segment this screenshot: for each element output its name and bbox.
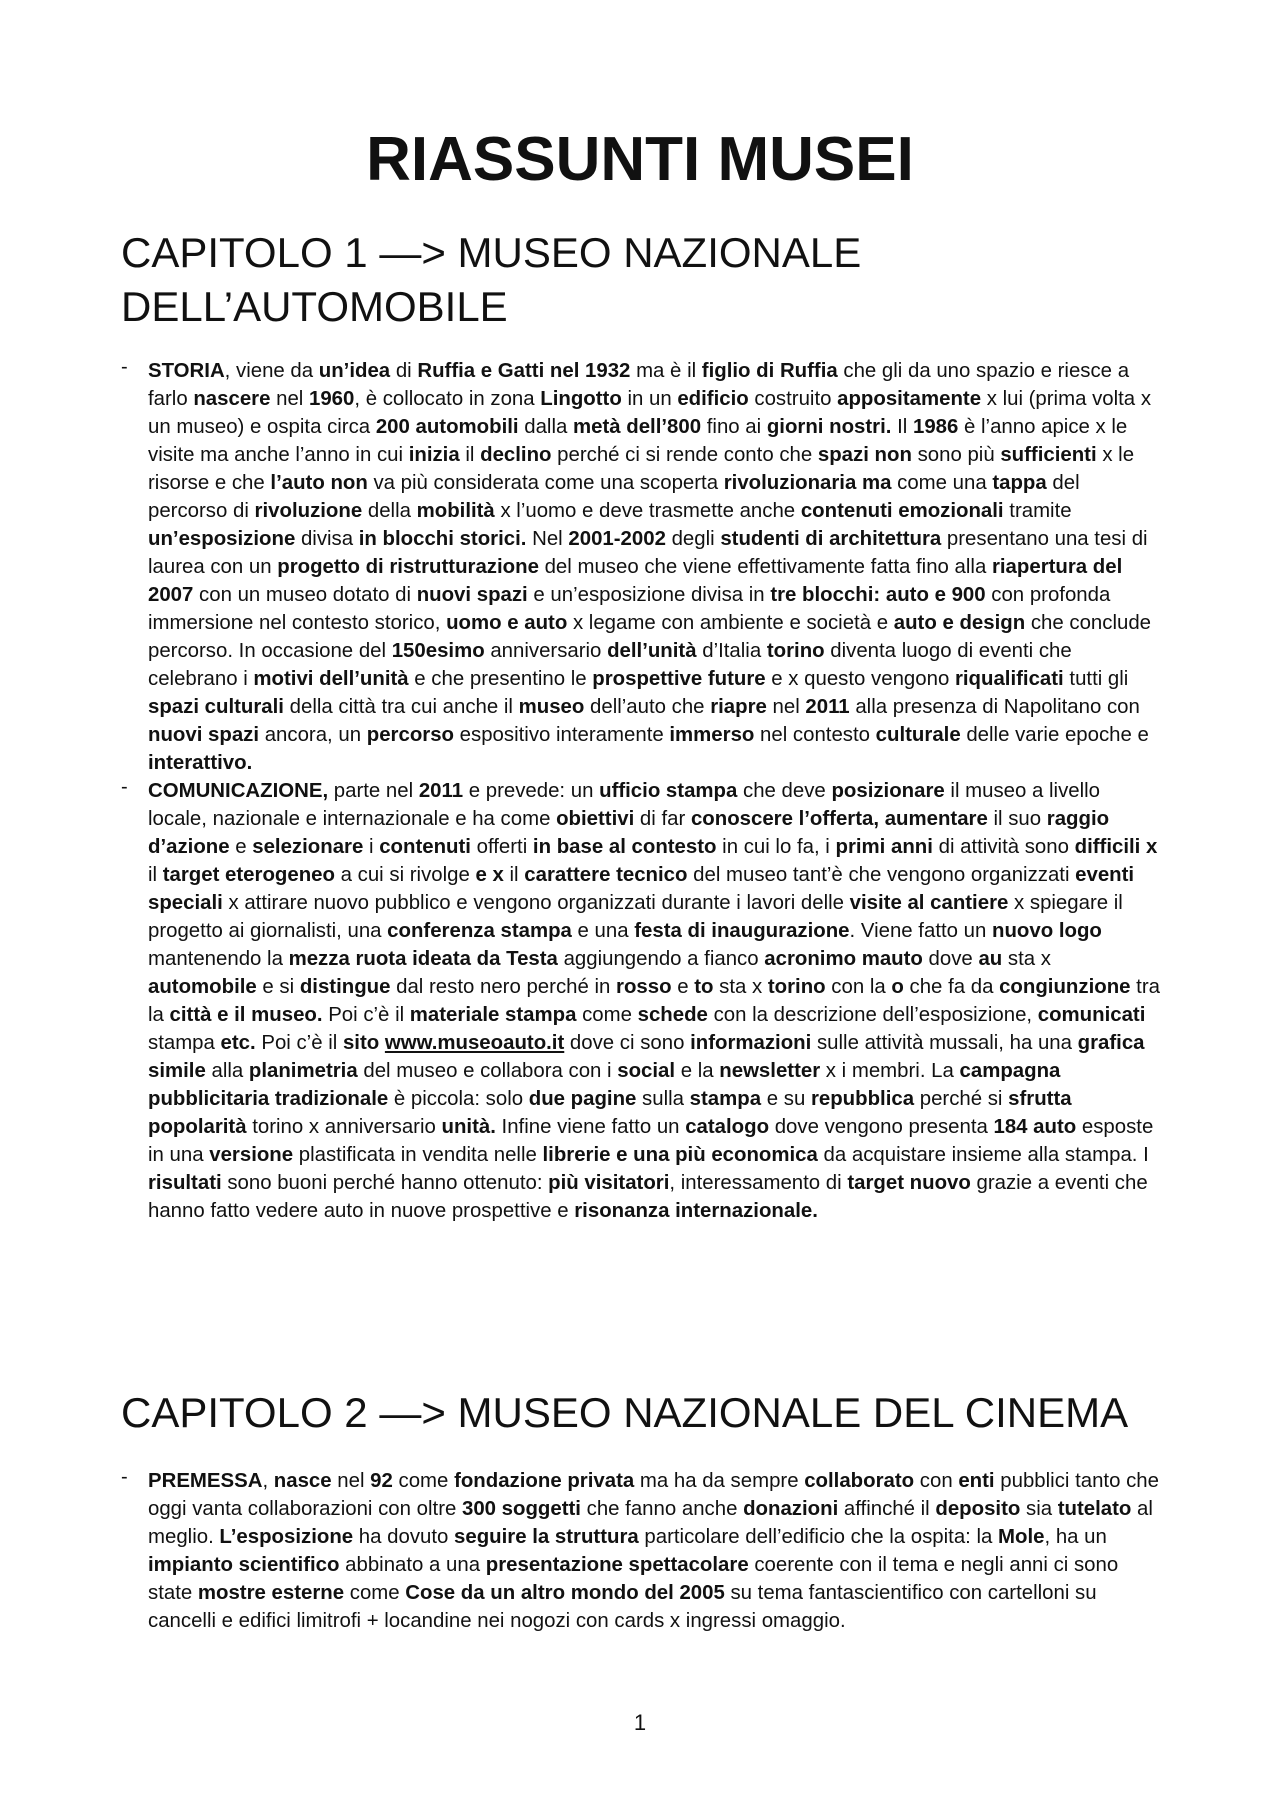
body-text: costruito bbox=[748, 388, 838, 410]
bold-text: immerso bbox=[669, 724, 755, 746]
bold-text: STORIA bbox=[148, 360, 225, 382]
body-text: espositivo interamente bbox=[454, 724, 670, 746]
bold-text: deposito bbox=[935, 1498, 1021, 1520]
body-text: e si bbox=[256, 976, 300, 998]
body-text: che fanno anche bbox=[580, 1498, 744, 1520]
body-text: , ha un bbox=[1044, 1526, 1107, 1548]
body-text: che gli da uno spazio e riesce a farlo bbox=[148, 360, 1130, 410]
bold-text: nascere bbox=[193, 388, 271, 410]
body-text: parte nel bbox=[328, 780, 419, 802]
body-text: da acquistare insieme alla stampa. I bbox=[817, 1144, 1149, 1166]
body-text: il museo a livello locale, nazionale e internazionale e ha come bbox=[148, 780, 1101, 830]
page-number: 1 bbox=[633, 1710, 647, 1735]
body-text: va più considerata come una scoperta bbox=[367, 472, 724, 494]
body-text: x legame con ambiente e società e bbox=[567, 612, 894, 634]
bold-text: 2011 bbox=[418, 780, 464, 802]
body-text: in un bbox=[621, 388, 678, 410]
body-text: ancora, un bbox=[259, 724, 367, 746]
body-text: tramite bbox=[1003, 500, 1072, 522]
bold-text: 150esimo bbox=[391, 640, 485, 662]
bold-text: newsletter bbox=[719, 1060, 821, 1082]
bold-text: librerie e una più economica bbox=[542, 1144, 818, 1166]
body-text: tra la bbox=[148, 976, 1160, 1026]
body-text: particolare dell’edificio che la ospita: la bbox=[638, 1526, 999, 1548]
body-text: come bbox=[392, 1470, 455, 1492]
bold-text: nuovi spazi bbox=[416, 584, 528, 606]
body-text: come bbox=[576, 1004, 638, 1026]
bold-text: L’esposizione bbox=[219, 1526, 354, 1548]
chapter-1-heading-line1: CAPITOLO 1 —> MUSEO NAZIONALE bbox=[121, 229, 862, 276]
body-text: con un museo dotato di bbox=[193, 584, 417, 606]
bold-text: giorni nostri. bbox=[766, 416, 892, 438]
body-text: delle varie epoche e bbox=[960, 724, 1149, 746]
bold-text: torino bbox=[767, 976, 826, 998]
body-text: x spiegare il progetto ai giornalisti, una bbox=[148, 892, 1123, 942]
bold-text: tappa bbox=[992, 472, 1047, 494]
bold-text: risultati bbox=[148, 1172, 222, 1194]
bold-text: catalogo bbox=[685, 1116, 770, 1138]
chapter-1-heading-line2: DELL’AUTOMOBILE bbox=[121, 283, 508, 330]
bold-text: seguire la struttura bbox=[454, 1526, 639, 1548]
body-text: Infine viene fatto un bbox=[495, 1116, 686, 1138]
body-text: a cui si rivolge bbox=[334, 864, 476, 886]
body-text: grazie a eventi che hanno fatto vedere auto in nuove prospettive e bbox=[148, 1172, 1148, 1222]
body-text: che fa da bbox=[903, 976, 1000, 998]
body-text: nel bbox=[766, 696, 806, 718]
body-text: e prevede: un bbox=[463, 780, 600, 802]
bold-text: obiettivi bbox=[556, 808, 635, 830]
bold-text: mezza ruota ideata da Testa bbox=[288, 948, 558, 970]
body-text: sulla bbox=[636, 1088, 690, 1110]
body-text: e una bbox=[571, 920, 635, 942]
bold-text: festa di inaugurazione bbox=[634, 920, 850, 942]
bold-text: grafica simile bbox=[148, 1032, 1145, 1082]
bold-text: materiale stampa bbox=[409, 1004, 577, 1026]
body-text: perché si bbox=[914, 1088, 1009, 1110]
bold-text: riapertura del 2007 bbox=[148, 556, 1123, 606]
body-text: offerti bbox=[470, 836, 533, 858]
chapter-1-heading bbox=[121, 226, 1161, 334]
body-text: e che presentino le bbox=[408, 668, 593, 690]
bold-text: più visitatori bbox=[548, 1172, 670, 1194]
body-text: di bbox=[390, 360, 418, 382]
bold-text: raggio d’azione bbox=[148, 808, 1110, 858]
bold-text: in blocchi storici. bbox=[358, 528, 527, 550]
bold-text: acronimo mauto bbox=[764, 948, 923, 970]
body-text: è piccola: solo bbox=[388, 1088, 529, 1110]
body-text: plastificata in vendita nelle bbox=[293, 1144, 543, 1166]
body-text: e bbox=[229, 836, 253, 858]
bold-text: congiunzione bbox=[999, 976, 1131, 998]
body-text: tutti gli bbox=[1063, 668, 1129, 690]
body-text: dove ci sono bbox=[564, 1032, 691, 1054]
bold-text: declino bbox=[480, 444, 552, 466]
bold-text: campagna pubblicitaria tradizionale bbox=[148, 1060, 1061, 1110]
bold-text: museo bbox=[518, 696, 585, 718]
body-text: della città tra cui anche il bbox=[283, 696, 519, 718]
bold-text: 200 automobili bbox=[375, 416, 519, 438]
bold-text: informazioni bbox=[690, 1032, 812, 1054]
body-text: aggiungendo a fianco bbox=[557, 948, 765, 970]
bold-text: rivoluzionaria ma bbox=[723, 472, 892, 494]
body-text: dal resto nero perché in bbox=[390, 976, 617, 998]
bold-text: figlio di Ruffia bbox=[701, 360, 838, 382]
body-text: diventa luogo di eventi che celebrano i bbox=[148, 640, 1072, 690]
bold-text: 92 bbox=[370, 1470, 393, 1492]
bold-text: 300 soggetti bbox=[461, 1498, 581, 1520]
bold-text: target nuovo bbox=[847, 1172, 971, 1194]
bold-text: contenuti bbox=[379, 836, 471, 858]
body-text: pubblici tanto che oggi vanta collaborazioni con oltre bbox=[148, 1470, 1159, 1520]
body-text: Poi c’è il bbox=[255, 1032, 343, 1054]
body-text: mantenendo la bbox=[148, 948, 289, 970]
body-text: presentano una tesi di laurea con un bbox=[148, 528, 1148, 578]
body-text: i bbox=[363, 836, 380, 858]
bold-text: in base al contesto bbox=[532, 836, 717, 858]
bold-text: etc. bbox=[220, 1032, 256, 1054]
body-text: x l’uomo e deve trasmette anche bbox=[494, 500, 801, 522]
body-text: x le risorse e che bbox=[148, 444, 1135, 494]
body-text: , è collocato in zona bbox=[354, 388, 541, 410]
body-text: del museo che viene effettivamente fatta fino alla bbox=[538, 556, 992, 578]
bullet-premessa bbox=[121, 1467, 1161, 1635]
bold-text: eventi speciali bbox=[148, 864, 1135, 914]
bold-text: edificio bbox=[677, 388, 749, 410]
bold-text: visite al cantiere bbox=[849, 892, 1009, 914]
body-text: divisa bbox=[295, 528, 359, 550]
bold-text: torino bbox=[766, 640, 825, 662]
bold-text: tutelato bbox=[1057, 1498, 1132, 1520]
body-text: . Viene fatto un bbox=[849, 920, 992, 942]
bold-text: 2011 bbox=[805, 696, 850, 718]
body-text: stampa bbox=[148, 1032, 221, 1054]
body-text: di far bbox=[634, 808, 691, 830]
chapter-2-body bbox=[121, 1467, 1161, 1635]
body-text: con bbox=[914, 1470, 959, 1492]
body-text: nel bbox=[270, 388, 309, 410]
bold-text: spazi non bbox=[817, 444, 912, 466]
body-text: che deve bbox=[737, 780, 832, 802]
body-text: ha dovuto bbox=[353, 1526, 455, 1548]
bold-text: risonanza internazionale. bbox=[574, 1200, 818, 1222]
bold-text: auto e design bbox=[893, 612, 1026, 634]
body-text: anniversario bbox=[484, 640, 608, 662]
body-text: con profonda immersione nel contesto storico, bbox=[148, 584, 1111, 634]
bold-text: au bbox=[978, 948, 1003, 970]
document-title: RIASSUNTI MUSEI bbox=[366, 125, 914, 194]
bold-text: Cose da un altro mondo del 2005 bbox=[405, 1582, 725, 1604]
bold-text: repubblica bbox=[810, 1088, 915, 1110]
bullet-dash: - bbox=[121, 1466, 128, 1488]
body-text: degli bbox=[665, 528, 721, 550]
website-link[interactable]: www.museoauto.it bbox=[384, 1032, 565, 1054]
bold-text: impianto scientifico bbox=[148, 1554, 340, 1576]
body-text: alla bbox=[205, 1060, 249, 1082]
body-text: , viene da bbox=[224, 360, 319, 382]
body-text: che conclude percorso. In occasione del bbox=[148, 612, 1152, 662]
body-text: x i membri. La bbox=[820, 1060, 960, 1082]
bold-text: culturale bbox=[875, 724, 961, 746]
body-text: sono buoni perché hanno ottenuto: bbox=[221, 1172, 549, 1194]
bold-text: percorso bbox=[366, 724, 455, 746]
bold-text: comunicati bbox=[1037, 1004, 1146, 1026]
bold-text: due pagine bbox=[528, 1088, 637, 1110]
bold-text: PREMESSA bbox=[148, 1470, 263, 1492]
body-text: x attirare nuovo pubblico e vengono organizzati durante i lavori delle bbox=[222, 892, 850, 914]
bold-text: stampa bbox=[689, 1088, 762, 1110]
body-text: perché ci si rende conto che bbox=[551, 444, 818, 466]
body-text: coerente con il tema e negli anni ci sono state bbox=[148, 1554, 1119, 1604]
bold-text: collaborato bbox=[804, 1470, 915, 1492]
body-text: al meglio. bbox=[148, 1498, 1153, 1548]
chapter-1-body bbox=[121, 357, 1161, 1225]
body-text: e un’esposizione divisa in bbox=[527, 584, 771, 606]
body-text: con la descrizione dell’esposizione, bbox=[707, 1004, 1038, 1026]
body-text: come una bbox=[891, 472, 993, 494]
body-text: esposte in una bbox=[148, 1116, 1154, 1166]
body-text: e bbox=[671, 976, 695, 998]
bold-text: fondazione privata bbox=[454, 1470, 635, 1492]
bullet-comunicazione bbox=[121, 777, 1161, 1225]
bold-text: contenuti emozionali bbox=[800, 500, 1004, 522]
body-text: in cui lo fa, i bbox=[716, 836, 836, 858]
bullet-dash: - bbox=[121, 776, 128, 798]
bold-text: o bbox=[891, 976, 904, 998]
body-text: come bbox=[344, 1582, 406, 1604]
bold-text: interattivo. bbox=[148, 752, 253, 774]
bold-text: presentazione spettacolare bbox=[485, 1554, 749, 1576]
bold-text: mostre esterne bbox=[197, 1582, 345, 1604]
body-text: nel bbox=[331, 1470, 371, 1492]
bold-text: posizionare bbox=[831, 780, 945, 802]
bold-text: to bbox=[694, 976, 714, 998]
body-text: abbinato a una bbox=[339, 1554, 486, 1576]
body-text: sia bbox=[1020, 1498, 1058, 1520]
body-text: sta x bbox=[713, 976, 768, 998]
bold-text: progetto di ristrutturazione bbox=[277, 556, 539, 578]
body-text: dell’auto che bbox=[584, 696, 711, 718]
bold-text: 2001-2002 bbox=[568, 528, 666, 550]
bold-text: Ruffia e Gatti nel 1932 bbox=[417, 360, 631, 382]
body-text: sulle attività mussali, ha una bbox=[811, 1032, 1078, 1054]
body-text: del museo e collabora con i bbox=[357, 1060, 618, 1082]
body-text: è l’anno apice x le visite ma anche l’anno in cui bbox=[148, 416, 1128, 466]
bold-text: studenti di architettura bbox=[720, 528, 942, 550]
bold-text: nasce bbox=[273, 1470, 332, 1492]
body-text: x lui (prima volta x un museo) e ospita circa bbox=[148, 388, 1152, 438]
bold-text: rivoluzione bbox=[254, 500, 363, 522]
bold-text: appositamente bbox=[837, 388, 982, 410]
bold-text: uomo e auto bbox=[446, 612, 568, 634]
bold-text: riqualificati bbox=[954, 668, 1064, 690]
bold-text: carattere tecnico bbox=[524, 864, 688, 886]
body-text: e x questo vengono bbox=[765, 668, 955, 690]
body-text: dove bbox=[922, 948, 979, 970]
body-text: del museo tant’è che vengono organizzati bbox=[687, 864, 1076, 886]
bold-text: ufficio stampa bbox=[599, 780, 738, 802]
body-text: del percorso di bbox=[148, 472, 1080, 522]
bold-text: 1986 bbox=[912, 416, 959, 438]
chapter-2-heading-line1: CAPITOLO 2 —> MUSEO NAZIONALE DEL CINEMA bbox=[121, 1389, 1129, 1436]
body-text: su tema fantascientifico con cartelloni su cancelli e edifici limitrofi + locandine nei nogozi con cards x ingressi omaggio. bbox=[148, 1582, 1097, 1632]
bold-text: sfrutta popolarità bbox=[148, 1088, 1072, 1138]
body-text: ma ha da sempre bbox=[634, 1470, 805, 1492]
body-text: Nel bbox=[526, 528, 569, 550]
bold-text: l’auto non bbox=[270, 472, 368, 494]
bold-text: inizia bbox=[408, 444, 460, 466]
bold-text: 1960 bbox=[308, 388, 355, 410]
bold-text: 184 auto bbox=[993, 1116, 1077, 1138]
body-text: torino x anniversario bbox=[246, 1116, 442, 1138]
bold-text: enti bbox=[958, 1470, 995, 1492]
body-text: ma è il bbox=[630, 360, 702, 382]
bold-text: un’esposizione bbox=[148, 528, 296, 550]
bold-text: spazi culturali bbox=[148, 696, 284, 718]
bold-text: sufficienti bbox=[1000, 444, 1097, 466]
chapter-2-heading bbox=[121, 1386, 1161, 1440]
bold-text: un’idea bbox=[318, 360, 391, 382]
body-text: nel contesto bbox=[754, 724, 876, 746]
bold-text: donazioni bbox=[743, 1498, 839, 1520]
bold-text: difficili x bbox=[1074, 836, 1158, 858]
body-text: dalla bbox=[518, 416, 573, 438]
body-text: Poi c’è il bbox=[322, 1004, 410, 1026]
body-text: con la bbox=[825, 976, 892, 998]
body-text: il bbox=[459, 444, 481, 466]
body-text: d’Italia bbox=[696, 640, 767, 662]
bold-text: selezionare bbox=[252, 836, 364, 858]
bullet-storia bbox=[121, 357, 1161, 777]
bold-text: prospettive future bbox=[592, 668, 766, 690]
body-text: Il bbox=[891, 416, 913, 438]
bold-text: Lingotto bbox=[540, 388, 622, 410]
bold-text: distingue bbox=[299, 976, 391, 998]
body-text: alla presenza di Napolitano con bbox=[849, 696, 1140, 718]
bold-text: rosso bbox=[616, 976, 672, 998]
bold-text: target eterogeneo bbox=[162, 864, 335, 886]
body-text: fino ai bbox=[701, 416, 767, 438]
bold-text: unità. bbox=[441, 1116, 496, 1138]
body-text: il bbox=[148, 864, 163, 886]
bold-text: e x bbox=[475, 864, 504, 886]
bold-text: città e il museo. bbox=[169, 1004, 323, 1026]
body-text: sta x bbox=[1002, 948, 1051, 970]
bold-text: metà dell’800 bbox=[573, 416, 702, 438]
bold-text: conoscere l’offerta, aumentare bbox=[690, 808, 988, 830]
bold-text: sito bbox=[342, 1032, 380, 1054]
body-text: e su bbox=[761, 1088, 811, 1110]
bold-text: schede bbox=[637, 1004, 708, 1026]
body-text: della bbox=[362, 500, 417, 522]
bold-text: planimetria bbox=[248, 1060, 358, 1082]
bold-text: primi anni bbox=[835, 836, 933, 858]
bold-text: social bbox=[617, 1060, 676, 1082]
body-text: il bbox=[503, 864, 525, 886]
body-text: il suo bbox=[987, 808, 1047, 830]
bold-text: nuovi spazi bbox=[148, 724, 260, 746]
body-text: e la bbox=[675, 1060, 720, 1082]
bullet-dash: - bbox=[121, 356, 128, 378]
bold-text: dell’unità bbox=[607, 640, 697, 662]
bold-text: riapre bbox=[710, 696, 767, 718]
body-text: affinché il bbox=[838, 1498, 936, 1520]
body-text: , bbox=[262, 1470, 274, 1492]
bold-text: mobilità bbox=[416, 500, 495, 522]
bold-text: Mole bbox=[998, 1526, 1045, 1548]
body-text: dove vengono presenta bbox=[769, 1116, 994, 1138]
bold-text: motivi dell’unità bbox=[253, 668, 409, 690]
body-text: sono più bbox=[911, 444, 1001, 466]
bold-text: nuovo logo bbox=[992, 920, 1102, 942]
bold-text: conferenza stampa bbox=[387, 920, 572, 942]
body-text: di attività sono bbox=[932, 836, 1075, 858]
bold-text: tre blocchi: auto e 900 bbox=[770, 584, 986, 606]
bold-text: versione bbox=[209, 1144, 294, 1166]
bold-text: automobile bbox=[148, 976, 257, 998]
bold-text: COMUNICAZIONE, bbox=[148, 780, 329, 802]
body-text: , interessamento di bbox=[669, 1172, 848, 1194]
